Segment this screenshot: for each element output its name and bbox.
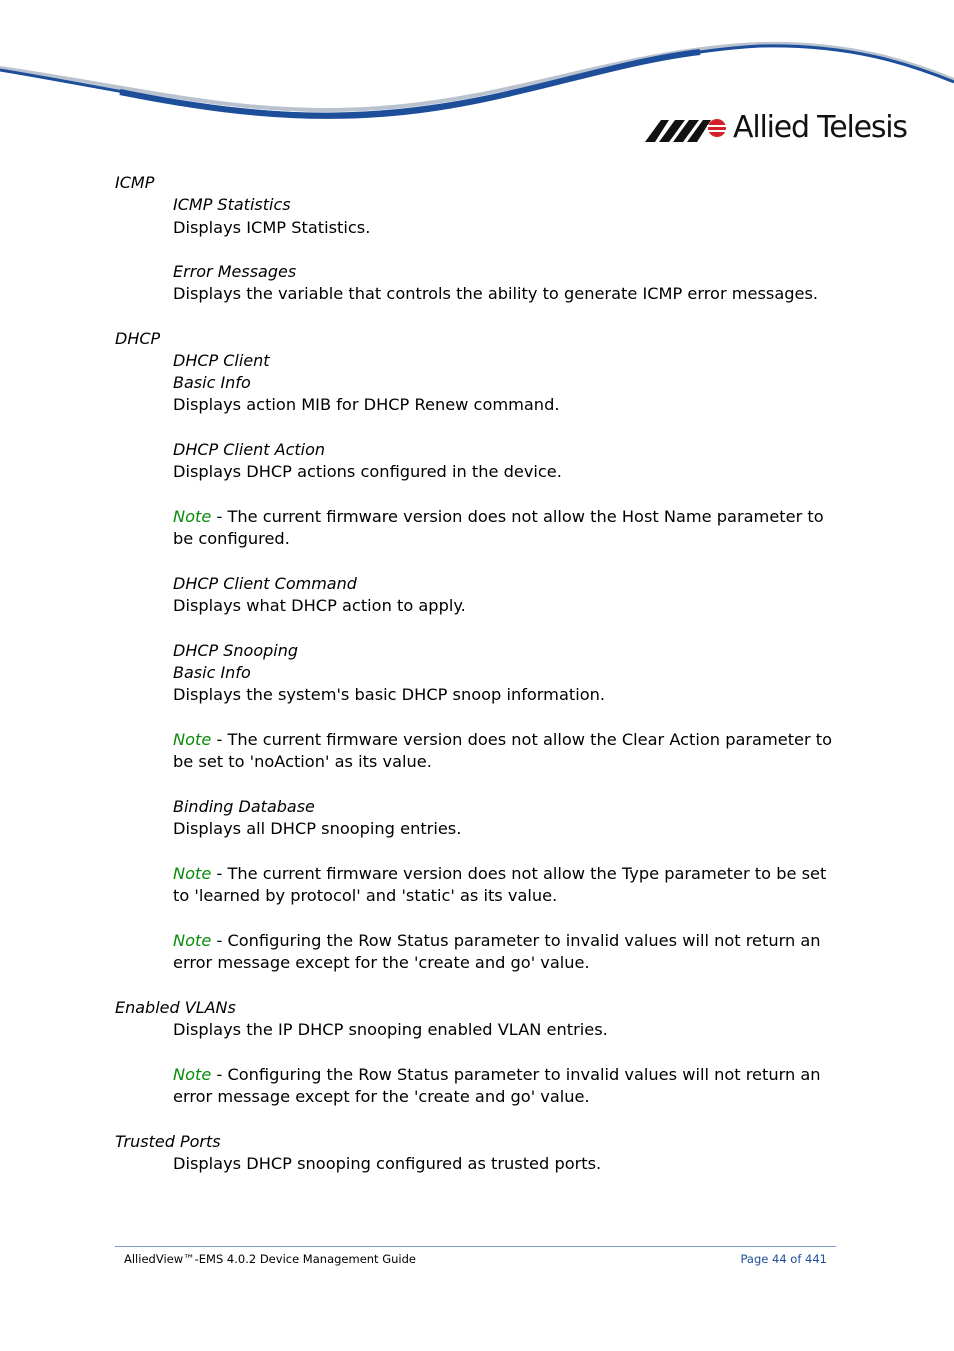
note-label: Note — [173, 931, 212, 950]
note-text: - Configuring the Row Status parameter to invalid values will not return an — [211, 931, 821, 950]
desc-binding-database: Displays all DHCP snooping entries. — [173, 819, 462, 838]
note-clear-action-cont: be set to 'noAction' as its value. — [173, 752, 432, 771]
note-type-parameter-cont: to 'learned by protocol' and 'static' as its value. — [173, 886, 558, 905]
footer-page-number: Page 44 of 441 — [740, 1252, 827, 1266]
note-label: Note — [173, 864, 212, 883]
note-row-status-vlans-cont: error message except for the 'create and go' value. — [173, 1087, 590, 1106]
subheading-icmp-statistics: ICMP Statistics — [173, 195, 291, 214]
allied-telesis-logo-icon — [645, 112, 729, 144]
note-text: - The current firmware version does not allow the Type parameter to be set — [211, 864, 827, 883]
subheading-snooping-basic-info: Basic Info — [173, 663, 251, 682]
note-host-name — [173, 506, 824, 528]
note-row-status-binding-cont: error message except for the 'create and go' value. — [173, 953, 590, 972]
subheading-dhcp-client: DHCP Client — [173, 351, 270, 370]
section-heading-trusted-ports: Trusted Ports — [115, 1132, 221, 1151]
desc-error-messages: Displays the variable that controls the ability to generate ICMP error messages. — [173, 284, 819, 303]
note-text: - The current firmware version does not allow the Clear Action parameter to — [211, 730, 833, 749]
desc-icmp-statistics: Displays ICMP Statistics. — [173, 218, 371, 237]
note-text: - The current firmware version does not allow the Host Name parameter to — [211, 507, 824, 526]
section-heading-enabled-vlans: Enabled VLANs — [115, 998, 236, 1017]
desc-dhcp-client-command: Displays what DHCP action to apply. — [173, 596, 466, 615]
note-clear-action — [173, 729, 832, 751]
desc-snooping-basic-info: Displays the system's basic DHCP snoop information. — [173, 685, 606, 704]
note-row-status-binding — [173, 930, 821, 952]
subheading-binding-database: Binding Database — [173, 797, 315, 816]
footer-divider — [115, 1246, 836, 1247]
subheading-dhcp-snooping: DHCP Snooping — [173, 641, 299, 660]
note-text: - Configuring the Row Status parameter to invalid values will not return an — [211, 1065, 821, 1084]
subheading-error-messages: Error Messages — [173, 262, 297, 281]
subheading-dhcp-client-action: DHCP Client Action — [173, 440, 326, 459]
desc-trusted-ports: Displays DHCP snooping configured as trusted ports. — [173, 1154, 602, 1173]
note-host-name-cont: be configured. — [173, 529, 290, 548]
section-heading-dhcp: DHCP — [115, 329, 161, 348]
logo-wordmark: Allied Telesis — [733, 110, 907, 145]
note-type-parameter — [173, 863, 826, 885]
subheading-client-basic-info: Basic Info — [173, 373, 251, 392]
desc-dhcp-client-action: Displays DHCP actions configured in the device. — [173, 462, 562, 481]
footer-guide-title: AlliedView™-EMS 4.0.2 Device Management Guide — [124, 1252, 416, 1266]
note-label: Note — [173, 1065, 212, 1084]
note-row-status-vlans — [173, 1064, 821, 1086]
desc-enabled-vlans: Displays the IP DHCP snooping enabled VLAN entries. — [173, 1020, 608, 1039]
desc-client-basic-info: Displays action MIB for DHCP Renew command. — [173, 395, 560, 414]
allied-telesis-logo — [645, 108, 907, 148]
note-label: Note — [173, 507, 212, 526]
note-label: Note — [173, 730, 212, 749]
subheading-dhcp-client-command: DHCP Client Command — [173, 574, 357, 593]
section-heading-icmp: ICMP — [115, 173, 155, 192]
